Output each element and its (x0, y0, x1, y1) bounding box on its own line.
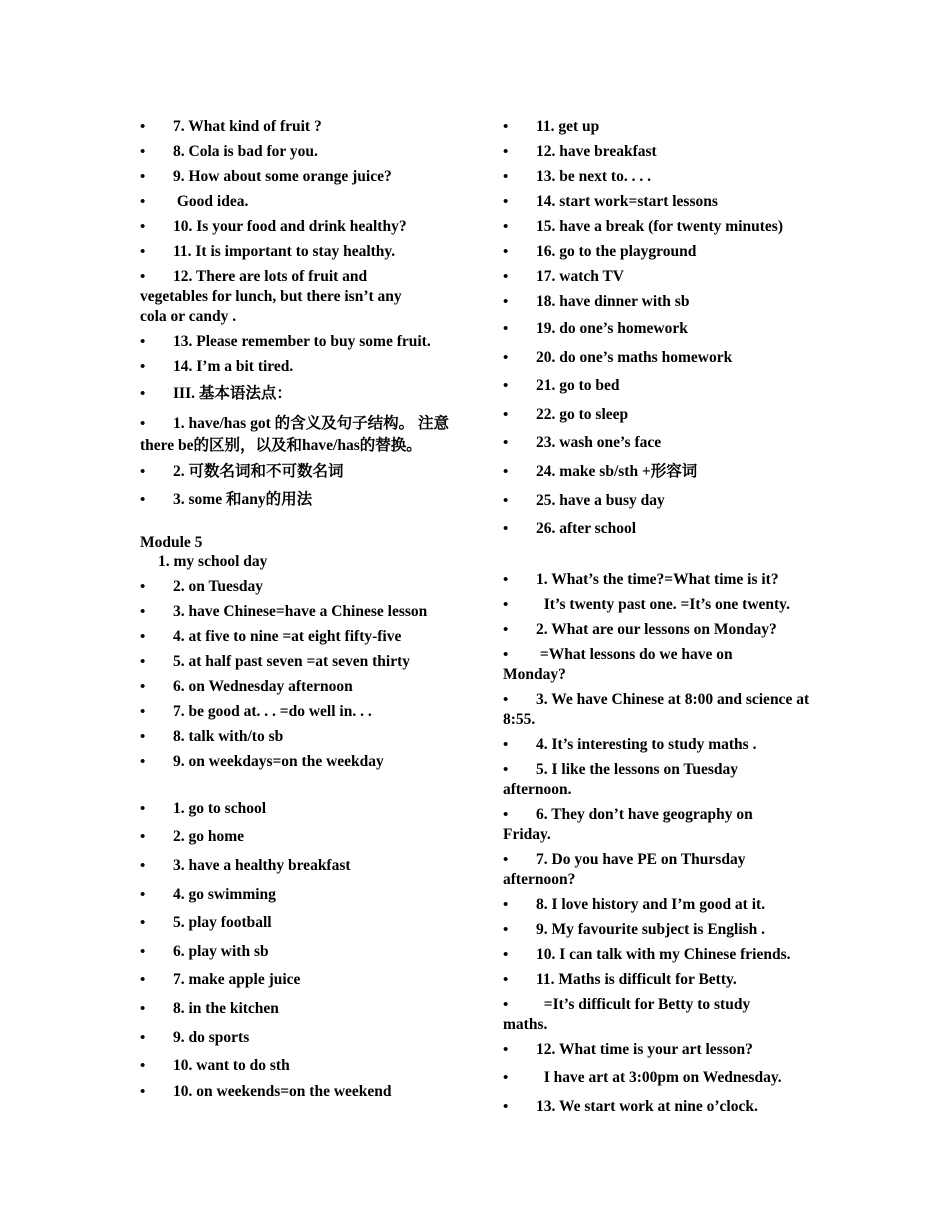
list-item: • 10. want to do sth (140, 1057, 290, 1075)
list-item: • 6. They don’t have geography on Friday. (503, 805, 753, 843)
bullet: • (503, 463, 509, 480)
list-item: • 9. on weekdays=on the weekday (140, 752, 384, 770)
list-item: • 4. It’s interesting to study maths . (503, 735, 757, 753)
list-item: • 19. do one’s homework (503, 320, 688, 337)
list-item: • 23. wash one’s face (503, 434, 662, 452)
bullet: • (140, 678, 146, 695)
bullet: • (503, 646, 509, 663)
list-item: • 8. talk with/to sb (140, 727, 284, 745)
bullet: • (140, 653, 146, 670)
bullet: • (140, 800, 146, 817)
list-item: • 5. I like the lessons on Tuesday afternoon. (503, 760, 738, 798)
list-item: • 4. at five to nine =at eight fifty-five (140, 627, 402, 645)
list-item: • 11. Maths is difficult for Betty. (503, 970, 737, 988)
list-item: • =It’s difficult for Betty to study maths. (503, 995, 755, 1033)
bullet: • (503, 194, 509, 210)
list-item: • 24. make sb/sth +形容词 (503, 462, 698, 480)
bullet: • (140, 334, 146, 350)
bullet: • (140, 1029, 146, 1046)
list-item: • 8. in the kitchen (140, 999, 279, 1017)
bullet: • (140, 628, 146, 645)
bullet: • (140, 144, 146, 160)
bullet: • (503, 269, 509, 285)
bullet: • (140, 886, 146, 903)
list-item: • 10. on weekends=on the weekend (140, 1083, 392, 1101)
list-item: • 1. What’s the time?=What time is it? (503, 570, 779, 588)
list-item: • 22. go to sleep (503, 405, 629, 423)
list-item: • 10. I can talk with my Chinese friends. (503, 945, 791, 963)
bullet: • (503, 736, 509, 753)
list-item: • 12. have breakfast (503, 143, 657, 160)
list-item: • 5. play football (140, 914, 272, 932)
bullet: • (503, 1070, 509, 1087)
list-item: • 16. go to the playground (503, 243, 697, 260)
bullet: • (140, 119, 146, 135)
list-item: • 14. start work=start lessons (503, 193, 718, 210)
list-item: • 11. get up (503, 118, 600, 135)
bullet: • (503, 1098, 509, 1115)
list-item: • 18. have dinner with sb (503, 293, 690, 310)
grammar-heading: • III. 基本语法点： (140, 385, 292, 402)
bullet: • (503, 244, 509, 260)
list-item: • 13. be next to. . . . (503, 168, 651, 185)
bullet: • (503, 1041, 509, 1058)
bullet: • (503, 996, 509, 1013)
list-item: • Good idea. (140, 193, 249, 210)
bullet: • (503, 144, 509, 160)
module-title: Module 5 (140, 533, 203, 551)
list-item: • 25. have a busy day (503, 491, 665, 509)
list-item: • 7. make apple juice (140, 971, 301, 989)
bullet: • (140, 386, 146, 402)
bullet: • (140, 578, 146, 595)
bullet: • (503, 119, 509, 135)
list-item: • 2. What are our lessons on Monday? (503, 620, 777, 638)
bullet: • (140, 269, 146, 285)
bullet: • (503, 896, 509, 913)
list-item: • 6. on Wednesday afternoon (140, 677, 353, 695)
bullet: • (140, 1058, 146, 1075)
list-item: • 3. some 和any的用法 (140, 491, 313, 509)
list-item: • 12. There are lots of fruit and vegetables for lunch, but there isn’t any cola or candy . (140, 268, 402, 325)
bullet: • (503, 378, 509, 395)
bullet: • (140, 194, 146, 210)
bullet: • (503, 851, 509, 868)
bullet: • (503, 971, 509, 988)
bullet: • (503, 596, 509, 613)
bullet: • (503, 761, 509, 778)
bullet: • (140, 829, 146, 846)
list-item: • 13. We start work at nine o’clock. (503, 1097, 758, 1115)
bullet: • (140, 943, 146, 960)
bullet: • (140, 857, 146, 874)
bullet: • (140, 1000, 146, 1017)
list-item: • 13. Please remember to buy some fruit. (140, 333, 431, 350)
bullet: • (503, 321, 509, 337)
bullet: • (140, 1084, 146, 1101)
list-item: • 4. go swimming (140, 885, 276, 903)
list-item: • 3. have Chinese=have a Chinese lesson (140, 602, 428, 620)
list-item: • 7. Do you have PE on Thursday afternoon? (503, 850, 746, 888)
list-item: • 26. after school (503, 520, 637, 538)
left-column (140, 117, 460, 1107)
list-item: • 2. go home (140, 828, 245, 846)
bullet: • (503, 521, 509, 538)
list-item: • 5. at half past seven =at seven thirty (140, 652, 411, 670)
bullet: • (503, 349, 509, 366)
bullet: • (140, 972, 146, 989)
list-item: • 1. go to school (140, 799, 266, 817)
list-item: • 1. have/has got 的含义及句子结构。 注意there be的区别，以及和have/has的替换。 (140, 414, 449, 454)
bullet: • (140, 703, 146, 720)
bullet: • (503, 691, 509, 708)
bullet: • (140, 915, 146, 932)
bullet: • (503, 806, 509, 823)
list-item: • 15. have a break (for twenty minutes) (503, 218, 783, 235)
list-item: • 12. What time is your art lesson? (503, 1040, 753, 1058)
bullet: • (503, 492, 509, 509)
list-item: • 11. It is important to stay healthy. (140, 243, 396, 260)
bullet: • (140, 169, 146, 185)
list-item: • It’s twenty past one. =It’s one twenty. (503, 595, 790, 613)
bullet: • (140, 492, 146, 509)
bullet: • (503, 435, 509, 452)
list-item: • 3. We have Chinese at 8:00 and science at 8:55. (503, 690, 810, 728)
bullet: • (503, 621, 509, 638)
list-item: • 7. be good at. . . =do well in. . . (140, 702, 372, 720)
list-item: • 6. play with sb (140, 942, 269, 960)
bullet: • (140, 415, 146, 432)
list-item: • 8. I love history and I’m good at it. (503, 895, 766, 913)
list-item: • I have art at 3:00pm on Wednesday. (503, 1069, 782, 1087)
list-item: • =What lessons do we have on Monday? (503, 645, 733, 683)
bullet: • (140, 463, 146, 480)
bullet: • (503, 946, 509, 963)
right-column (503, 117, 823, 1126)
bullet: • (503, 921, 509, 938)
bullet: • (140, 603, 146, 620)
bullet: • (503, 571, 509, 588)
list-item: • 8. Cola is bad for you. (140, 143, 318, 160)
list-item: • 2. 可数名词和不可数名词 (140, 462, 344, 480)
list-item: • 3. have a healthy breakfast (140, 856, 351, 874)
module-first-item: 1. my school day (158, 552, 268, 570)
bullet: • (140, 244, 146, 260)
bullet: • (503, 169, 509, 185)
list-item: • 17. watch TV (503, 268, 624, 285)
bullet: • (140, 359, 146, 375)
list-item: • 21. go to bed (503, 377, 620, 395)
bullet: • (140, 728, 146, 745)
list-item: • 9. How about some orange juice? (140, 168, 392, 185)
list-item: • 2. on Tuesday (140, 577, 264, 595)
bullet: • (140, 753, 146, 770)
list-item: • 7. What kind of fruit ? (140, 118, 322, 135)
list-item: • 14. I’m a bit tired. (140, 358, 294, 375)
list-item: • 10. Is your food and drink healthy? (140, 218, 407, 235)
bullet: • (503, 294, 509, 310)
list-item: • 9. My favourite subject is English . (503, 920, 766, 938)
bullet: • (140, 219, 146, 235)
bullet: • (503, 406, 509, 423)
list-item: • 9. do sports (140, 1028, 250, 1046)
list-item: • 20. do one’s maths homework (503, 348, 733, 366)
bullet: • (503, 219, 509, 235)
